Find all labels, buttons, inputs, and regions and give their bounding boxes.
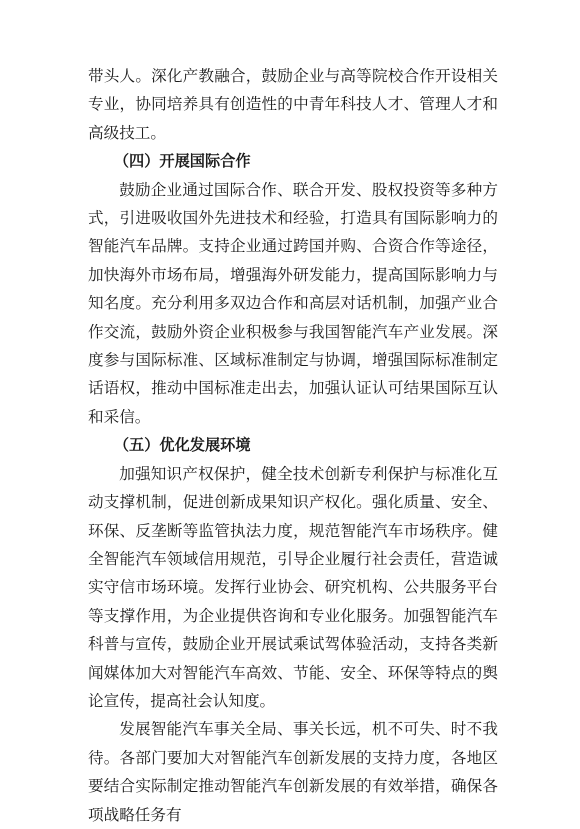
- paragraph-international-cooperation: 鼓励企业通过国际合作、联合开发、股权投资等多种方式，引进吸收国外先进技术和经验，打造具有国际影响力的智能汽车品牌。支持企业通过跨国并购、合资合作等途径，加快海外市场布局，增强海外研发能力，提高国际影响力与知名度。充分利用多双边合作和高层对话机制，加强产业合作交流，鼓励外资企业积极参与我国智能汽车产业发展。深度参与国际标准、区域标准制定与协调，增强国际标准制定话语权，推动中国标准走出去，加强认证认可结果国际互认和采信。: [88, 180, 498, 426]
- paragraph-development-environment: 加强知识产权保护，健全技术创新专利保护与标准化互动支撑机制，促进创新成果知识产权化。强化质量、安全、环保、反垄断等监管执法力度，规范智能汽车市场秩序。健全智能汽车领域信用规范，引导企业履行社会责任，营造诚实守信市场环境。发挥行业协会、研究机构、公共服务平台等支撑作用，为企业提供咨询和专业化服务。加强智能汽车科普与宣传，鼓励企业开展试乘试驾体验活动，支持各类新闻媒体加大对智能汽车高效、节能、安全、环保等特点的舆论宣传，提高社会认知度。: [88, 464, 498, 710]
- section-heading-international-cooperation: （四）开展国际合作: [113, 152, 251, 171]
- paragraph-conclusion: 发展智能汽车事关全局、事关长远，机不可失、时不我待。各部门要加大对智能汽车创新发展的支持力度，各地区要结合实际制定推动智能汽车创新发展的有效举措，确保各项战略任务有: [88, 720, 498, 824]
- section-heading-development-environment: （五）优化发展环境: [113, 436, 251, 455]
- paragraph-talent-cultivation: 带头人。深化产教融合，鼓励企业与高等院校合作开设相关专业，协同培养具有创造性的中青年科技人才、管理人才和高级技工。: [88, 67, 498, 142]
- document-body: [88, 62, 498, 829]
